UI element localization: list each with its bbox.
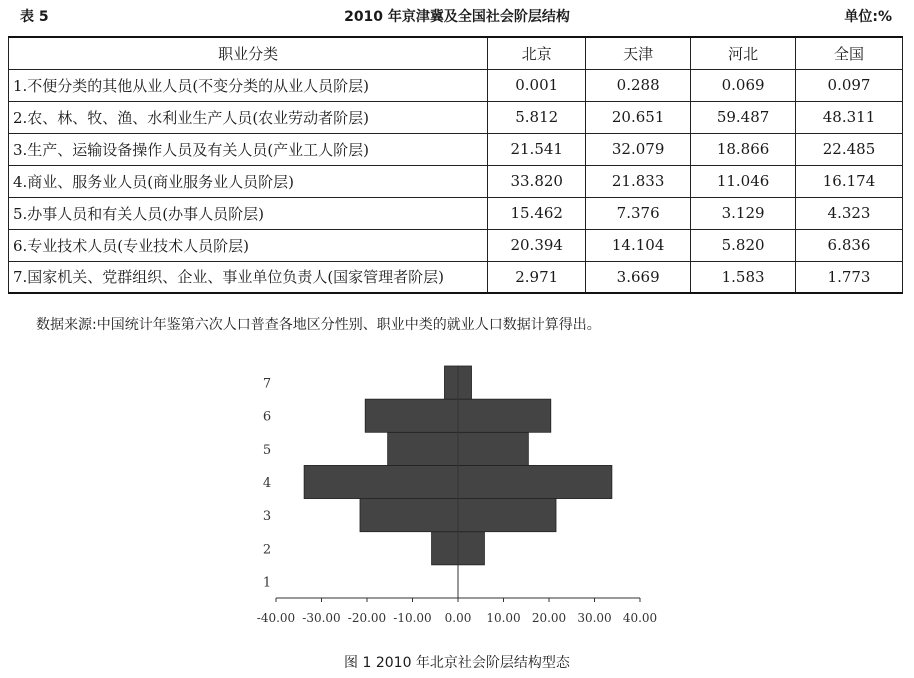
cell-hebei: 0.069 <box>691 69 796 101</box>
table-row <box>9 229 903 261</box>
cell-hebei: 11.046 <box>691 165 796 197</box>
cell-tianjin: 14.104 <box>586 229 691 261</box>
header-national: 全国 <box>796 37 903 69</box>
table-row <box>9 165 903 197</box>
x-tick-label: 30.00 <box>577 611 612 625</box>
figure-caption: 图 1 2010 年北京社会阶层结构型态 <box>344 655 570 671</box>
row-category: 3.生产、运输设备操作人员及有关人员(产业工人阶层) <box>9 133 488 165</box>
bar-left <box>444 366 458 399</box>
bar-left <box>360 499 458 532</box>
table-row <box>9 261 903 293</box>
bar-right <box>458 499 556 532</box>
bar-right <box>458 532 484 565</box>
bar-left <box>365 399 458 432</box>
cell-national: 4.323 <box>796 197 903 229</box>
y-tick-label: 7 <box>262 376 272 392</box>
header-tianjin: 天津 <box>586 37 691 69</box>
bar-left <box>388 432 458 465</box>
cell-national: 22.485 <box>796 133 903 165</box>
cell-tianjin: 7.376 <box>586 197 691 229</box>
table-unit: 单位:% <box>844 9 892 25</box>
y-tick-label: 4 <box>262 476 272 491</box>
cell-hebei: 1.583 <box>691 261 796 293</box>
cell-beijing: 20.394 <box>488 229 586 261</box>
table-row <box>9 101 903 133</box>
x-tick-label: -10.00 <box>393 611 432 625</box>
stratum-table <box>8 36 903 294</box>
x-tick-label: -20.00 <box>347 611 387 625</box>
cell-beijing: 21.541 <box>488 133 586 165</box>
bar-right <box>458 366 472 399</box>
table-header-row <box>9 37 903 69</box>
cell-beijing: 2.971 <box>488 261 586 293</box>
header-category: 职业分类 <box>9 37 488 69</box>
cell-beijing: 15.462 <box>488 197 586 229</box>
cell-beijing: 0.001 <box>488 69 586 101</box>
cell-beijing: 33.820 <box>488 165 586 197</box>
x-tick-label: 20.00 <box>531 611 567 625</box>
cell-national: 6.836 <box>796 229 903 261</box>
cell-national: 0.097 <box>796 69 903 101</box>
cell-hebei: 59.487 <box>691 101 796 133</box>
cell-tianjin: 3.669 <box>586 261 691 293</box>
bar-left <box>432 532 458 565</box>
cell-beijing: 5.812 <box>488 101 586 133</box>
pyramid-chart <box>240 360 680 645</box>
cell-national: 16.174 <box>796 165 903 197</box>
table-row <box>9 69 903 101</box>
cell-tianjin: 0.288 <box>586 69 691 101</box>
y-tick-label: 1 <box>262 575 272 591</box>
table-row <box>9 197 903 229</box>
cell-tianjin: 32.079 <box>586 133 691 165</box>
y-tick-label: 3 <box>262 509 272 525</box>
cell-hebei: 18.866 <box>691 133 796 165</box>
x-tick-label: 0.00 <box>444 611 472 625</box>
cell-tianjin: 21.833 <box>586 165 691 197</box>
cell-national: 1.773 <box>796 261 903 293</box>
table-row <box>9 133 903 165</box>
table-label: 表 5 <box>20 9 49 25</box>
y-tick-label: 5 <box>262 442 272 458</box>
bar-right <box>458 432 528 465</box>
row-category: 4.商业、服务业人员(商业服务业人员阶层) <box>9 165 488 197</box>
row-category: 2.农、林、牧、渔、水利业生产人员(农业劳动者阶层) <box>9 101 488 133</box>
row-category: 1.不便分类的其他从业人员(不变分类的从业人员阶层) <box>9 69 488 101</box>
row-category: 7.国家机关、党群组织、企业、事业单位负责人(国家管理者阶层) <box>9 261 488 293</box>
x-tick-label: 40.00 <box>622 611 658 625</box>
cell-tianjin: 20.651 <box>586 101 691 133</box>
table-title: 2010 年京津冀及全国社会阶层结构 <box>344 9 570 25</box>
cell-national: 48.311 <box>796 101 903 133</box>
y-tick-label: 2 <box>262 542 272 558</box>
cell-hebei: 5.820 <box>691 229 796 261</box>
x-tick-label: -30.00 <box>302 611 341 625</box>
bar-right <box>458 399 551 432</box>
bar-right <box>458 465 612 498</box>
row-category: 6.专业技术人员(专业技术人员阶层) <box>9 229 488 261</box>
header-beijing: 北京 <box>488 37 586 69</box>
x-tick-label: -40.00 <box>256 611 296 625</box>
source-note: 数据来源:中国统计年鉴第六次人口普查各地区分性别、职业中类的就业人口数据计算得出。 <box>36 317 601 333</box>
bar-left <box>304 465 458 498</box>
y-tick-label: 6 <box>262 409 272 425</box>
header-hebei: 河北 <box>691 37 796 69</box>
row-category: 5.办事人员和有关人员(办事人员阶层) <box>9 197 488 229</box>
x-tick-label: 10.00 <box>486 611 521 625</box>
cell-hebei: 3.129 <box>691 197 796 229</box>
